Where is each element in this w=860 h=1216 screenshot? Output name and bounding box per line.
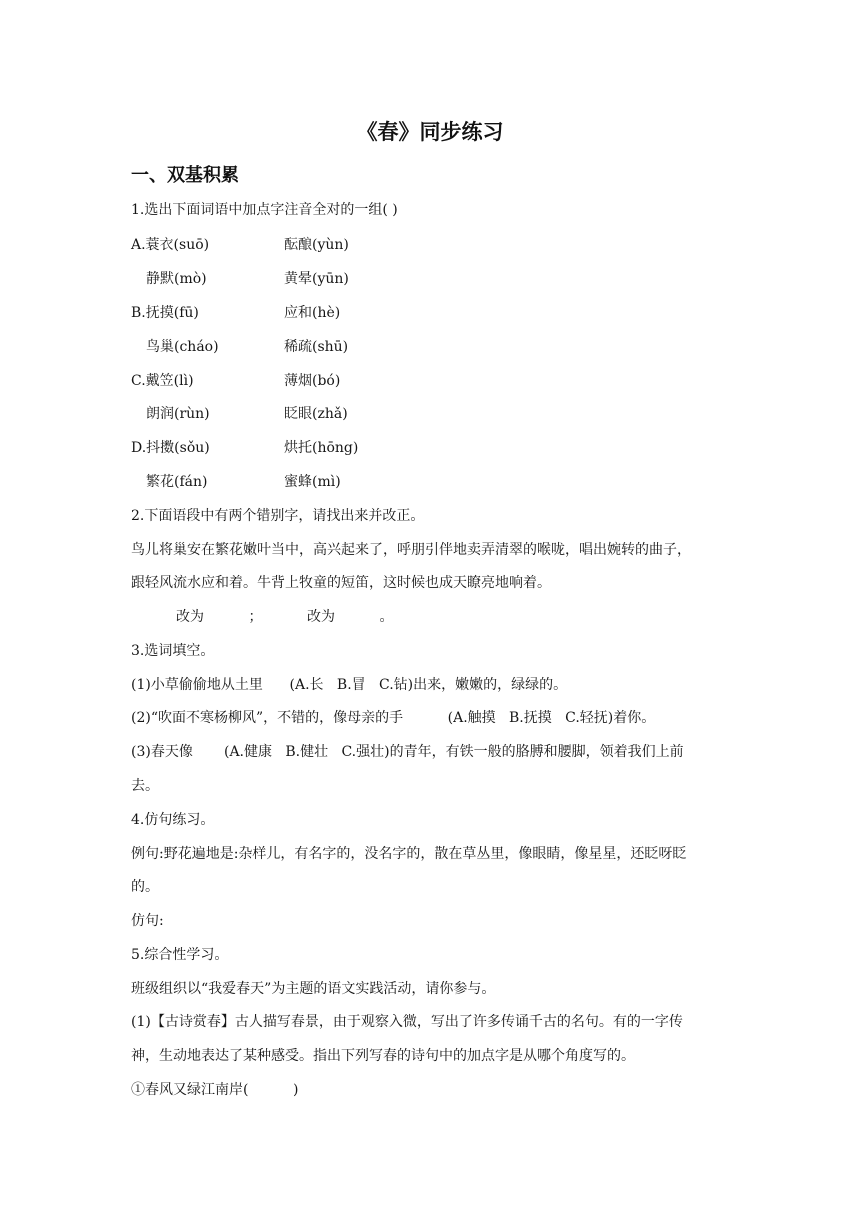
example-sentence-line-1: 例句:野花遍地是:杂样儿，有名字的，没名字的，散在草丛里，像眼睛，像星星，还眨呀眨 (131, 846, 687, 862)
question-3-item-1: (1)小草偷偷地从土里 (A.长 B.冒 C.钻)出来，嫩嫩的，绿绿的。 (131, 677, 568, 693)
option-d-word-3: 繁花(fán) (146, 474, 208, 490)
option-b-word-1: B.抚摸(fū) (131, 305, 199, 321)
question-5-intro: 班级组织以“我爱春天”为主题的语文实践活动，请你参与。 (131, 981, 496, 997)
option-b-word-4: 稀疏(shū) (284, 339, 349, 355)
question-2-passage-line-2: 跟轻风流水应和着。牛背上牧童的短笛，这时候也成天瞭亮地响着。 (131, 575, 551, 591)
option-d-word-2: 烘托(hōng) (284, 440, 359, 456)
question-4-stem: 4.仿句练习。 (131, 812, 215, 828)
option-d-word-4: 蜜蜂(mì) (284, 474, 341, 490)
question-3-stem: 3.选词填空。 (131, 643, 215, 659)
option-c-word-2: 薄烟(bó) (284, 373, 341, 389)
option-a-word-3: 静默(mò) (146, 271, 207, 287)
question-2-passage-line-1: 鸟儿将巢安在繁花嫩叶当中，高兴起来了，呼朋引伴地卖弄清翠的喉咙，唱出婉转的曲子， (131, 542, 691, 558)
option-a-word-1: A.蓑衣(suō) (131, 237, 210, 253)
option-b-word-3: 鸟巢(cháo) (146, 339, 219, 355)
question-5-part-1-line-2: 神，生动地表达了某种感受。指出下列写春的诗句中的加点字是从哪个角度写的。 (131, 1048, 635, 1064)
option-c-word-3: 朗润(rùn) (146, 406, 210, 422)
section-heading: 一、双基积累 (131, 165, 239, 186)
question-5-item-1: ①春风又绿江南岸( ) (131, 1082, 299, 1098)
example-sentence-line-2: 的。 (131, 879, 159, 895)
question-3-item-3: (3)春天像 (A.健康 B.健壮 C.强壮)的青年，有铁一般的胳膊和腰脚，领着我们上前 (131, 744, 684, 760)
page-title: 《春》同步练习 (356, 120, 504, 144)
question-5-part-1-line-1: (1)【古诗赏春】古人描写春景，由于观察入微，写出了许多传诵千古的名句。有的一字传 (131, 1014, 683, 1030)
option-c-word-1: C.戴笠(lì) (131, 373, 194, 389)
option-d-word-1: D.抖擞(sǒu) (131, 440, 210, 456)
option-b-word-2: 应和(hè) (284, 305, 341, 321)
option-c-word-4: 眨眼(zhǎ) (284, 406, 348, 422)
option-a-word-4: 黄晕(yūn) (284, 271, 349, 287)
imitation-prompt: 仿句: (131, 913, 164, 929)
question-2-answer-blanks: 改为 ； 改为 。 (176, 609, 394, 625)
question-3-item-2: (2)“吹面不寒杨柳风”，不错的，像母亲的手 (A.触摸 B.抚摸 C.轻抚)着你。 (131, 710, 656, 726)
question-3-item-3-continued: 去。 (131, 778, 159, 794)
question-1-stem: 1.选出下面词语中加点字注音全对的一组( ) (131, 202, 398, 218)
question-5-stem: 5.综合性学习。 (131, 947, 229, 963)
question-2-stem: 2.下面语段中有两个错别字，请找出来并改正。 (131, 508, 425, 524)
option-a-word-2: 酝酿(yùn) (284, 237, 349, 253)
